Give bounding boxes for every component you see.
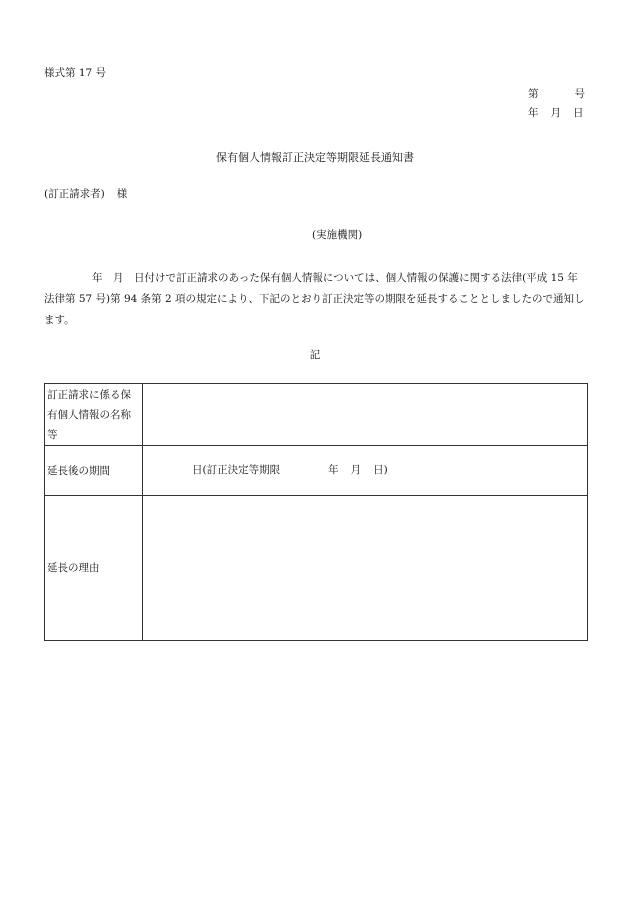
recipient-line	[44, 189, 127, 200]
extended-period-value-cell	[143, 446, 588, 496]
deadline-day: 日)	[373, 464, 388, 477]
table-row	[45, 384, 588, 446]
detail-table	[44, 383, 588, 641]
extended-period-label: 延長後の期間	[47, 464, 110, 477]
personal-info-name-label: 訂正請求に係る保有個人情報の名称等	[47, 388, 131, 441]
agency-name: (実施機関)	[312, 229, 363, 241]
table-row	[45, 446, 588, 496]
deadline-year: 年	[328, 464, 339, 477]
document-number	[528, 89, 585, 100]
notice-body: 年 月 日付けで訂正請求のあった保有個人情報については、個人情報の保護に関する法律(平成 15 年法律第 57 号)第 94 条第 2 項の規定により、下記のとおり訂正決定等の期限を延長することとしましたので通知します。	[44, 272, 585, 326]
date-year: 年	[528, 107, 539, 119]
extension-reason-label-cell	[45, 496, 143, 641]
date-day: 日	[573, 107, 584, 119]
document-title: 保有個人情報訂正決定等期限延長通知書	[216, 151, 414, 164]
recipient-name: (訂正請求者)	[44, 188, 105, 200]
extension-reason-value-cell	[143, 496, 588, 641]
document-number-prefix: 第	[528, 88, 539, 100]
personal-info-name-value-cell	[143, 384, 588, 446]
extended-period-label-cell	[45, 446, 143, 496]
date-month: 月	[550, 107, 561, 119]
deadline-month: 月	[350, 464, 362, 477]
document-number-suffix: 号	[574, 88, 585, 100]
extended-period-day: 日	[192, 464, 203, 477]
form-number: 様式第 17 号	[44, 67, 107, 79]
table-row	[45, 496, 588, 641]
extension-reason-label: 延長の理由	[47, 562, 100, 574]
personal-info-name-label-cell	[45, 384, 143, 446]
ki-heading: 記	[309, 349, 321, 361]
recipient-honorific: 様	[116, 188, 128, 200]
deadline-label: (訂正決定等期限	[202, 464, 281, 477]
document-date	[528, 108, 584, 119]
